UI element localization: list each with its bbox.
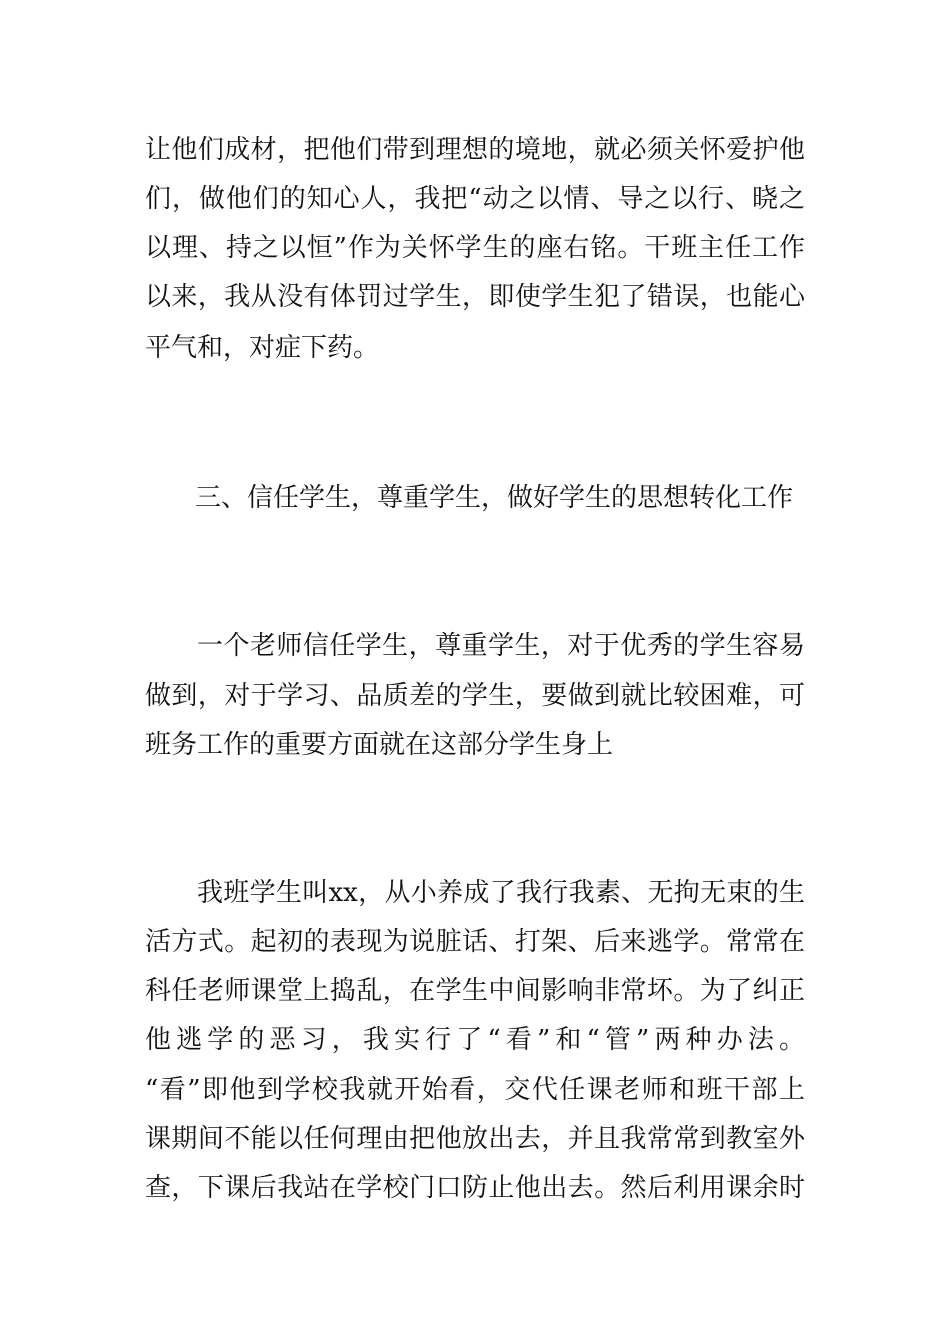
- paragraph-line: 一个老师信任学生，尊重学生，对于优秀的学生容易: [197, 631, 805, 661]
- paragraph-line: 做到，对于学习、品质差的学生，要做到就比较困难，可: [145, 681, 805, 711]
- paragraph-line: 我班学生叫xx，从小养成了我行我素、无拘无束的生: [197, 878, 805, 908]
- paragraph-line: 让他们成材，把他们带到理想的境地，就必须关怀爱护他: [145, 135, 805, 165]
- paragraph-line: “看”即他到学校我就开始看，交代任课老师和班干部上: [145, 1075, 805, 1105]
- paragraph-line: 们，做他们的知心人，我把“动之以情、导之以行、晓之: [145, 184, 805, 214]
- paragraph-line: 查，下课后我站在学校门口防止他出去。然后利用课余时: [145, 1173, 805, 1203]
- paragraph-line: 以理、持之以恒”作为关怀学生的座右铭。干班主任工作: [145, 233, 805, 263]
- paragraph-line: 平气和，对症下药。: [145, 333, 380, 363]
- paragraph-line: 他逃学的恶习，我实行了“看”和“管”两种办法。: [145, 1025, 805, 1055]
- paragraph-line: 以来，我从没有体罚过学生，即使学生犯了错误，也能心: [145, 282, 805, 312]
- paragraph-line: 课期间不能以任何理由把他放出去，并且我常常到教室外: [145, 1124, 805, 1154]
- paragraph-line: 班务工作的重要方面就在这部分学生身上: [145, 730, 614, 760]
- paragraph-line: 科任老师课堂上捣乱，在学生中间影响非常坏。为了纠正: [145, 976, 805, 1006]
- paragraph-line: 活方式。起初的表现为说脏话、打架、后来逃学。常常在: [145, 927, 805, 957]
- section-heading: 三、信任学生，尊重学生，做好学生的思想转化工作: [195, 483, 794, 513]
